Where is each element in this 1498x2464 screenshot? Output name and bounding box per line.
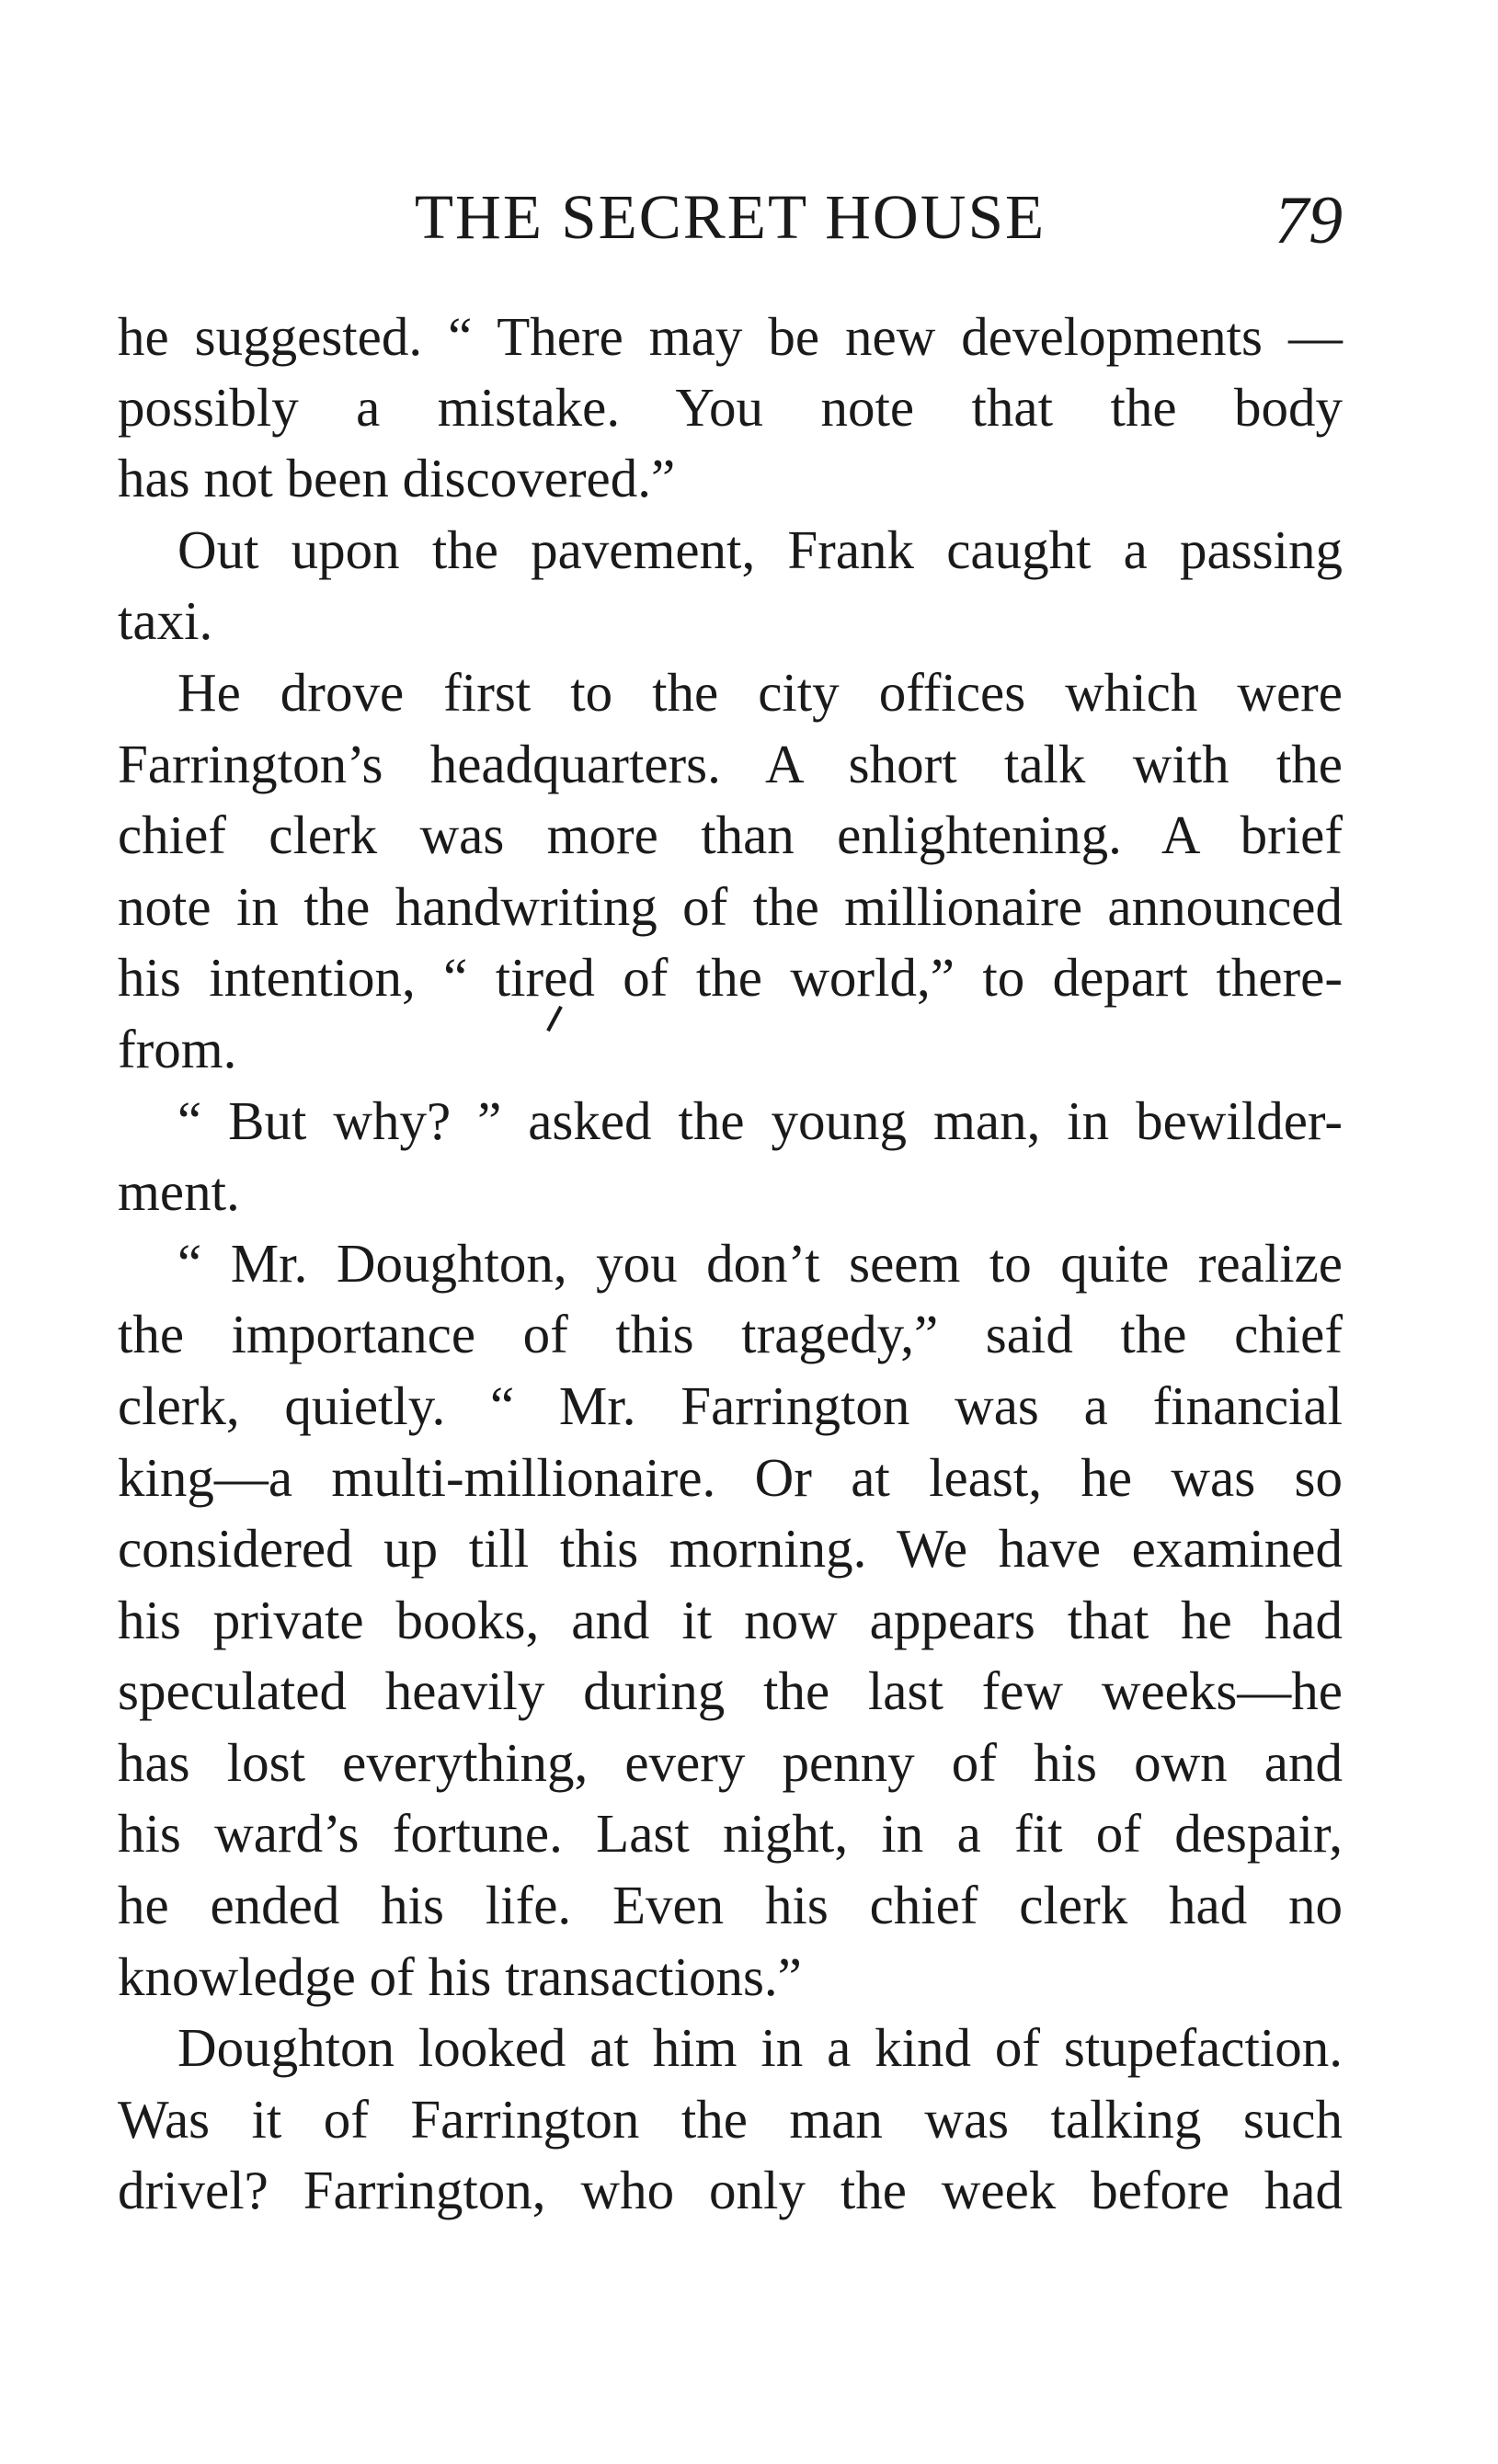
paragraph-1-end	[118, 443, 1343, 514]
running-head	[118, 180, 1343, 258]
paragraph-5-line-5	[118, 1513, 1343, 1584]
paragraph-6-line-2	[118, 2084, 1343, 2155]
paragraph-3	[118, 657, 1343, 728]
line: Was it of Farrington the man was talking such	[118, 2088, 1343, 2150]
paragraph-5-line-4	[118, 1443, 1343, 1513]
line: clerk, quietly. “ Mr. Farrington was a financial	[118, 1375, 1343, 1436]
paragraph-5-line-6	[118, 1585, 1343, 1656]
line: his ward’s fortune. Last night, in a fit of despair,	[118, 1803, 1343, 1865]
line: king—a multi-millionaire. Or at least, he was so	[118, 1446, 1343, 1508]
line: he suggested. “ There may be new developments	[118, 306, 1263, 367]
page-number: 79	[1275, 183, 1343, 258]
line: speculated heavily during the last few weeks—he	[118, 1660, 1343, 1722]
paragraph-5-line-8	[118, 1728, 1343, 1798]
paragraph-5-line-9	[118, 1798, 1343, 1869]
line: —possibly a mistake. You note that the body	[118, 306, 1343, 438]
line: Out upon the pavement, Frank caught a passing	[177, 519, 1343, 580]
paragraph-3-end	[118, 1014, 1343, 1085]
line: the importance of this tragedy,” said the chief	[118, 1304, 1343, 1365]
paragraph-1	[118, 302, 1343, 442]
line: note in the handwriting of the millionaire announced	[118, 875, 1343, 937]
line: drivel? Farrington, who only the week before had	[118, 2160, 1343, 2221]
line: his private books, and it now appears that he had	[118, 1589, 1343, 1650]
paragraph-6-line-3	[118, 2155, 1343, 2226]
line: his intention, “ tired of the world,” to depart there-	[118, 947, 1343, 1009]
line: He drove first to the city offices which were	[177, 661, 1343, 723]
paragraph-4-end	[118, 1157, 1343, 1227]
paragraph-5-line-2	[118, 1299, 1343, 1370]
paragraph-3-line-5	[118, 942, 1343, 1013]
line: chief clerk was more than enlightening. A brief	[118, 804, 1343, 866]
line: has not been discovered.”	[118, 448, 676, 509]
paragraph-2	[118, 515, 1343, 586]
paragraph-5-line-7	[118, 1656, 1343, 1727]
paragraph-3-line-4	[118, 872, 1343, 942]
line: knowledge of his transactions.”	[118, 1945, 802, 2007]
line: from.	[118, 1018, 237, 1079]
paragraph-3-line-2	[118, 729, 1343, 800]
paragraph-5-end	[118, 1942, 1343, 2013]
line: “ But why? ” asked the young man, in bewilder-	[177, 1089, 1343, 1151]
line: “ Mr. Doughton, you don’t seem to quite realize	[177, 1232, 1343, 1294]
paragraph-5-line-10	[118, 1870, 1343, 1941]
line: considered up till this morning. We have examined	[118, 1518, 1343, 1580]
paragraph-4	[118, 1086, 1343, 1157]
line: ment.	[118, 1161, 240, 1223]
line: Farrington’s headquarters. A short talk with the	[118, 733, 1343, 794]
body-text	[118, 302, 1343, 2226]
line: he ended his life. Even his chief clerk had no	[118, 1875, 1343, 1936]
paragraph-3-line-3	[118, 800, 1343, 871]
running-title: THE SECRET HOUSE	[414, 182, 1046, 252]
paragraph-6	[118, 2013, 1343, 2083]
paragraph-5	[118, 1228, 1343, 1299]
line: has lost everything, every penny of his own and	[118, 1731, 1343, 1793]
paragraph-5-line-3	[118, 1371, 1343, 1442]
line: taxi.	[118, 590, 213, 652]
line: Doughton looked at him in a kind of stupefaction.	[177, 2017, 1343, 2079]
paragraph-2-end	[118, 586, 1343, 656]
